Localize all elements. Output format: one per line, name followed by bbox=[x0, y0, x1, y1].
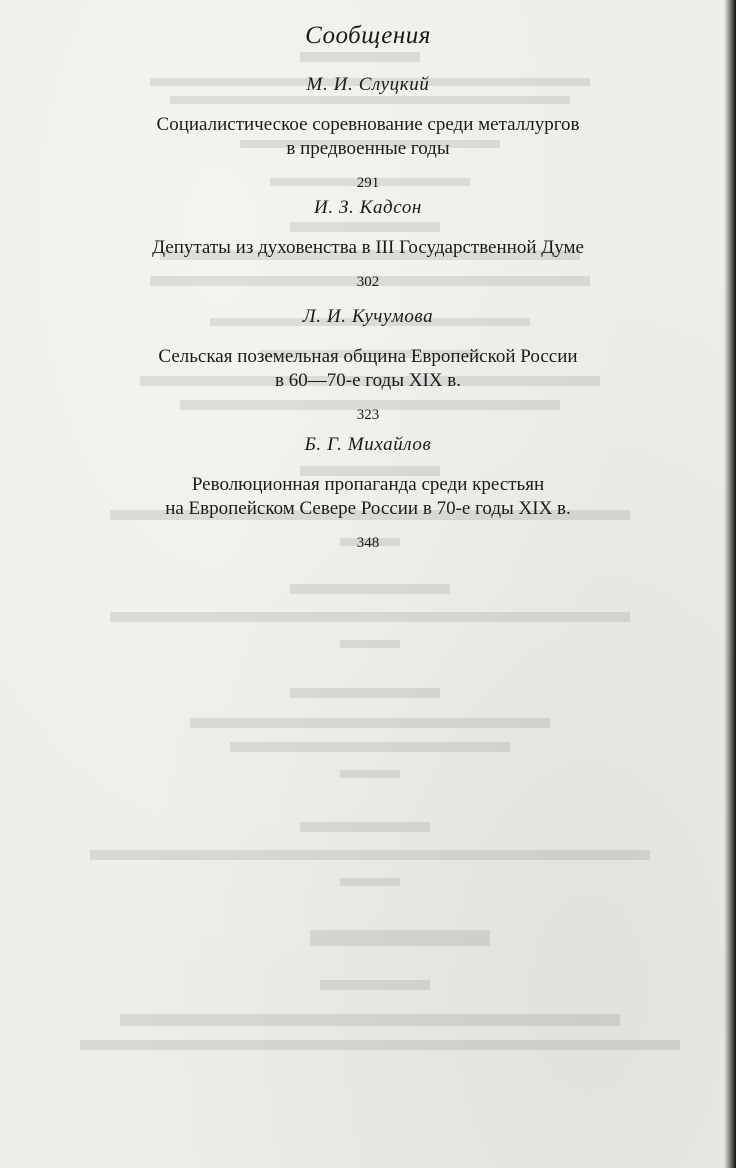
entry-title-line: в предвоенные годы bbox=[286, 138, 450, 159]
entry-title-line: Сельская поземельная община Европейской России bbox=[158, 346, 578, 367]
entry-title-line: Депутаты из духовенства в III Государственной Думе bbox=[152, 237, 584, 258]
toc-entry bbox=[0, 74, 736, 193]
toc-entry bbox=[0, 306, 736, 425]
entry-page-number: 323 bbox=[356, 407, 380, 423]
entry-title-line: в 60—70-е годы XIX в. bbox=[275, 370, 461, 391]
entry-author: И. З. Кадсон bbox=[314, 197, 422, 218]
entry-author: Б. Г. Михайлов bbox=[304, 434, 432, 455]
entry-title-line: Социалистическое соревнование среди металлургов bbox=[156, 114, 580, 135]
entry-author: Л. И. Кучумова bbox=[302, 306, 434, 327]
entry-title-line: Революционная пропаганда среди крестьян bbox=[191, 474, 545, 495]
entry-page-number: 302 bbox=[356, 274, 380, 290]
entry-title bbox=[0, 473, 736, 521]
section-heading: Сообщения bbox=[305, 22, 431, 49]
toc-entry bbox=[0, 434, 736, 553]
entry-title bbox=[0, 113, 736, 161]
entry-title-line: на Европейском Севере России в 70-е годы XIX в. bbox=[165, 498, 571, 519]
entry-title bbox=[0, 236, 736, 260]
entry-title bbox=[0, 345, 736, 393]
toc-entry bbox=[0, 197, 736, 292]
entry-author: М. И. Слуцкий bbox=[306, 74, 430, 95]
entry-page-number: 291 bbox=[356, 175, 380, 191]
entry-page-number: 348 bbox=[356, 535, 380, 551]
